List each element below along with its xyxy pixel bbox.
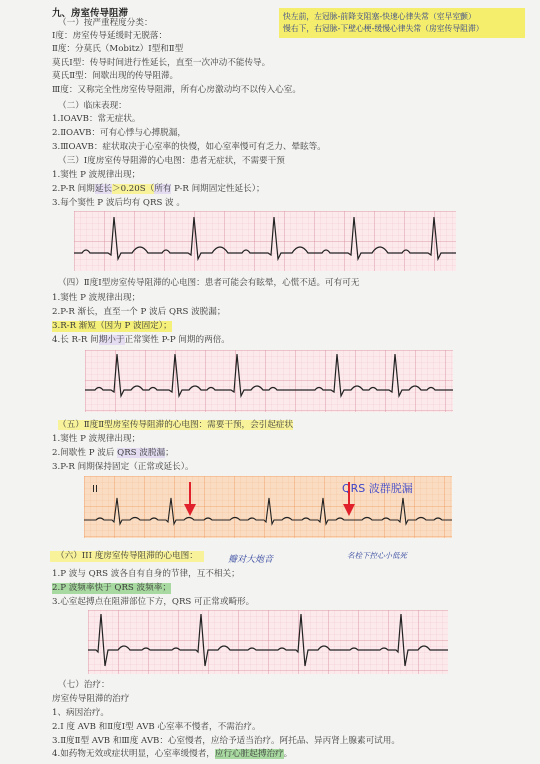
s7-item-3: 3.Ⅱ度Ⅱ型 AVB 和Ⅲ度 AVB：心室慢者，应给予适当治疗。阿托品、异丙肾上腺素可试用。 bbox=[52, 736, 400, 746]
note-line-2: 慢右下，右冠脉-下壁心梗-缓慢心律失常（房室传导阻滞） bbox=[283, 24, 484, 33]
s1-item-3: 莫氏Ⅰ型：传导时间进行性延长，直至一次冲动不能传导。 bbox=[52, 58, 271, 68]
s3-item-1: 1.窦性 P 波规律出现； bbox=[52, 170, 141, 180]
handwritten-note-1: 瓣对大炮音 bbox=[228, 555, 274, 565]
s2-item-1: 1.ⅠOAVB：常无症状。 bbox=[52, 114, 141, 124]
s4-item-4: 4.长 R-R 间期小于正常窦性 P-P 间期的两倍。 bbox=[52, 335, 230, 345]
s1-item-2: Ⅱ度：分莫氏（Mobitz）Ⅰ型和Ⅱ型 bbox=[52, 44, 184, 54]
s2-heading: （二）临床表现： bbox=[58, 101, 127, 111]
s5-item-2: 2.间歇性 P 波后 QRS 波脱漏； bbox=[52, 448, 174, 458]
ecg-strip-first-degree bbox=[74, 211, 456, 271]
handwritten-note-2: 名栓下控心小低死 bbox=[347, 551, 407, 560]
s1-item-5: Ⅲ度：又称完全性房室传导阻滞，所有心房激动均不以传入心室。 bbox=[52, 85, 301, 95]
s2-item-2: 2.ⅡOAVB：可有心悸与心搏脱漏， bbox=[52, 128, 186, 138]
s4-item-2: 2.P-R 渐长，直至一个 P 波后 QRS 波脱漏； bbox=[52, 307, 226, 317]
s5-item-3: 3.P-R 间期保持固定（正常或延长）。 bbox=[52, 462, 194, 472]
s6-heading: （六）III 度房室传导阻滞的心电图： bbox=[50, 551, 204, 562]
note-line-1: 快左前，左冠脉-前降支阻塞-快速心律失常（室早室颤） bbox=[283, 12, 476, 21]
s2-item-3: 3.ⅢOAVB：症状取决于心室率的快慢，如心室率慢可有乏力、晕眩等。 bbox=[52, 142, 326, 152]
s6-item-1: 1.P 波与 QRS 波各自有自身的节律，互不相关； bbox=[52, 569, 240, 579]
ecg-strip-mobitz-2 bbox=[84, 476, 452, 538]
section-title: 九、房室传导阻滞 bbox=[52, 8, 129, 19]
s4-item-1: 1.窦性 P 波规律出现； bbox=[52, 293, 141, 303]
s7-heading: （七）治疗： bbox=[58, 680, 110, 690]
highlight-note bbox=[279, 8, 525, 38]
s1-item-1: Ⅰ度：房室传导延缓时无脱落： bbox=[52, 31, 168, 41]
s4-heading: （四）Ⅱ度Ⅰ型房室传导阻滞的心电图：患者可能会有眩晕，心慌不适。可有可无 bbox=[58, 278, 360, 288]
s6-item-3: 3.心室起搏点在阻滞部位下方，QRS 可正常或畸形。 bbox=[52, 597, 255, 607]
ecg-strip-third-degree bbox=[88, 610, 448, 674]
s7-item-4: 4.如药物无效或症状明显，心室率缓慢者，应行心脏起搏治疗。 bbox=[52, 749, 293, 759]
s7-item-2: 2.Ⅰ 度 AVB 和Ⅱ度Ⅰ型 AVB 心室率不慢者，不需治疗。 bbox=[52, 722, 261, 732]
ecg-lead-label: II bbox=[92, 484, 98, 495]
s6-item-2: 2.P 波频率快于 QRS 波频率； bbox=[52, 583, 171, 593]
ecg-dropped-qrs-label: QRS 波群脱漏 bbox=[342, 482, 413, 495]
s5-item-1: 1.窦性 P 波规律出现； bbox=[52, 434, 141, 444]
s1-heading: （一）按严重程度分类： bbox=[58, 18, 153, 28]
s7-subheading: 房室传导阻滞的治疗 bbox=[52, 694, 130, 704]
s7-item-1: 1、病因治疗。 bbox=[52, 708, 110, 718]
s5-heading: （五）Ⅱ度Ⅱ型房室传导阻滞的心电图：需要干预，会引起症状 bbox=[58, 420, 294, 430]
s3-heading: （三）Ⅰ度房室传导阻滞的心电图：患者无症状，不需要干预 bbox=[58, 156, 285, 166]
s3-item-3: 3.每个窦性 P 波后均有 QRS 波 。 bbox=[52, 198, 185, 208]
ecg-strip-mobitz-1 bbox=[85, 350, 453, 412]
s4-item-3: 3.R-R 渐短（因为 P 波固定）； bbox=[52, 321, 172, 331]
s3-item-2: 2.P-R 间期延长＞0.20S（所有 P-R 间期固定性延长）； bbox=[52, 184, 265, 194]
s1-item-4: 莫氏Ⅱ型：间歇出现的传导阻滞。 bbox=[52, 71, 179, 81]
